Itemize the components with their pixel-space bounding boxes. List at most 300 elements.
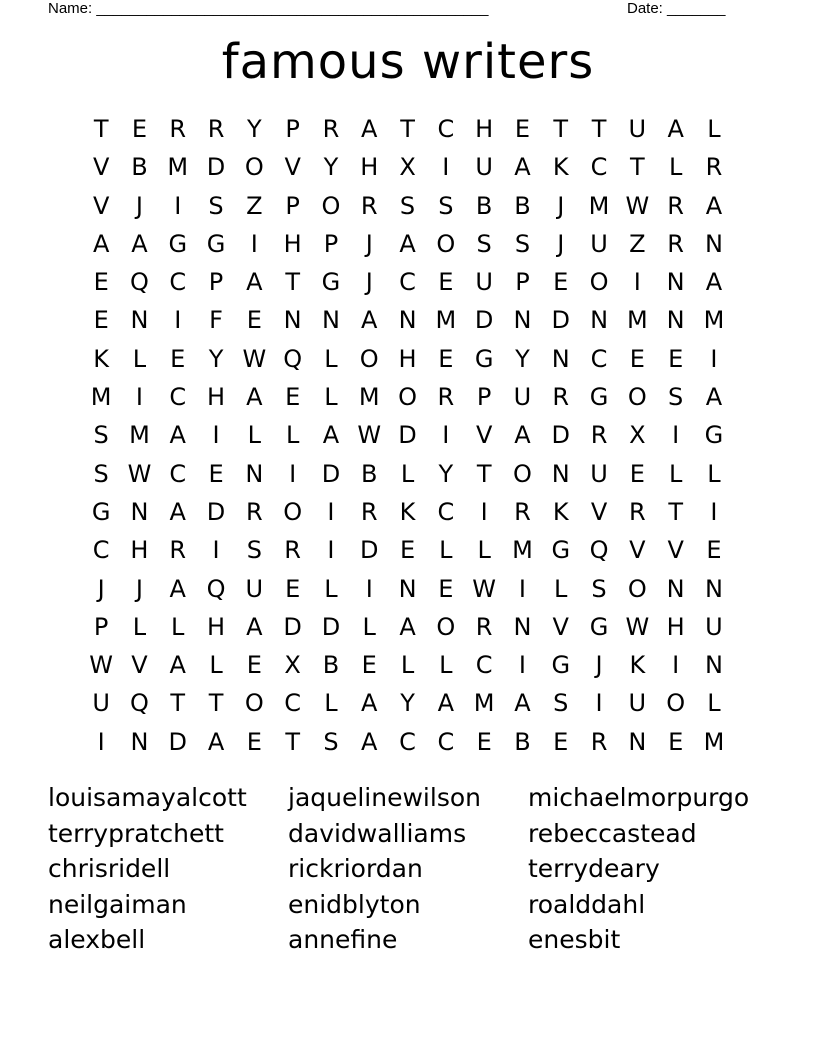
- grid-letter: T: [285, 268, 300, 297]
- grid-row: [82, 723, 734, 761]
- grid-letter: O: [589, 268, 609, 297]
- grid-row: [82, 378, 734, 416]
- grid-letter: R: [169, 536, 187, 565]
- grid-letter: A: [169, 497, 186, 526]
- grid-letter: E: [131, 115, 148, 143]
- grid-letter: T: [668, 497, 683, 526]
- grid-letter: B: [475, 191, 493, 220]
- date-label: Date:: [627, 0, 663, 17]
- grid-letter: I: [595, 689, 603, 718]
- grid-letter: V: [667, 536, 684, 565]
- grid-letter: T: [476, 459, 492, 488]
- grid-letter: R: [207, 115, 225, 143]
- grid-letter: U: [628, 115, 647, 143]
- grid-letter: G: [704, 421, 724, 450]
- grid-letter: I: [442, 153, 450, 182]
- grid-letter: A: [361, 727, 378, 756]
- word-column: [288, 780, 481, 958]
- grid-letter: Z: [629, 229, 646, 258]
- grid-letter: Y: [323, 153, 339, 182]
- grid-letter: O: [244, 153, 264, 182]
- grid-letter: A: [399, 612, 416, 641]
- grid-letter: I: [289, 459, 297, 488]
- grid-letter: A: [437, 689, 455, 718]
- grid-letter: I: [365, 574, 373, 603]
- grid-letter: U: [245, 574, 264, 603]
- grid-letter: L: [324, 383, 338, 412]
- grid-letter: O: [436, 229, 456, 258]
- grid-letter: E: [246, 727, 262, 756]
- grid-letter: G: [551, 651, 571, 680]
- grid-letter: K: [399, 497, 416, 526]
- grid-row: [82, 263, 734, 301]
- grid-letter: I: [212, 536, 220, 565]
- grid-letter: O: [627, 574, 647, 603]
- grid-letter: I: [327, 536, 335, 565]
- grid-letter: T: [93, 115, 109, 143]
- grid-letter: H: [283, 229, 302, 258]
- grid-letter: U: [590, 229, 608, 258]
- grid-letter: T: [208, 689, 224, 718]
- grid-letter: A: [131, 229, 148, 258]
- grid-letter: T: [285, 727, 300, 756]
- grid-letter: Y: [247, 115, 262, 143]
- grid-letter: W: [242, 344, 267, 373]
- grid-letter: M: [703, 306, 725, 335]
- grid-letter: V: [131, 651, 148, 680]
- grid-letter: R: [628, 497, 646, 526]
- grid-letter: N: [130, 497, 149, 526]
- grid-letter: P: [285, 191, 300, 220]
- word-list-item: roalddahl: [528, 889, 646, 919]
- grid-letter: I: [250, 229, 258, 258]
- grid-row: [82, 608, 734, 646]
- grid-letter: Y: [438, 459, 454, 488]
- grid-letter: M: [90, 383, 112, 412]
- grid-letter: O: [321, 191, 341, 220]
- grid-letter: V: [92, 191, 110, 220]
- word-list-item: terrypratchett: [48, 818, 224, 848]
- grid-letter: T: [400, 115, 415, 143]
- grid-letter: Q: [130, 689, 149, 718]
- page-title: famous writers: [221, 34, 595, 90]
- grid-letter: M: [588, 191, 610, 220]
- grid-letter: I: [327, 497, 335, 526]
- grid-letter: A: [246, 268, 263, 297]
- grid-letter: A: [514, 689, 531, 718]
- grid-letter: C: [437, 727, 455, 756]
- word-list-item: davidwalliams: [288, 818, 467, 848]
- grid-letter: I: [672, 421, 680, 450]
- grid-letter: E: [438, 268, 454, 297]
- grid-letter: N: [666, 306, 685, 335]
- grid-letter: I: [480, 497, 488, 526]
- grid-letter: C: [169, 459, 187, 488]
- grid-letter: H: [207, 383, 226, 412]
- grid-letter: N: [666, 574, 685, 603]
- grid-letter: L: [554, 574, 568, 603]
- grid-letter: O: [244, 689, 264, 718]
- grid-letter: J: [135, 191, 143, 220]
- worksheet-header: [0, 0, 816, 20]
- grid-letter: D: [321, 612, 341, 641]
- grid-letter: I: [672, 651, 680, 680]
- grid-letter: E: [170, 344, 186, 373]
- grid-letter: H: [666, 612, 685, 641]
- grid-letter: Q: [283, 344, 303, 373]
- grid-letter: V: [92, 153, 110, 182]
- grid-letter: C: [169, 383, 187, 412]
- name-blank: _______________________________________________: [96, 0, 489, 17]
- grid-letter: T: [553, 115, 569, 143]
- grid-letter: G: [321, 268, 341, 297]
- grid-letter: A: [514, 421, 531, 450]
- name-label: Name:: [48, 0, 93, 17]
- grid-letter: U: [705, 612, 723, 641]
- grid-letter: S: [514, 229, 531, 258]
- grid-letter: R: [667, 191, 684, 220]
- grid-row: [82, 646, 734, 684]
- grid-letter: D: [474, 306, 494, 335]
- grid-letter: P: [515, 268, 530, 297]
- grid-letter: S: [93, 459, 109, 488]
- grid-letter: E: [514, 115, 531, 143]
- grid-letter: O: [359, 344, 379, 373]
- grid-letter: K: [93, 344, 110, 373]
- grid-letter: B: [514, 191, 531, 220]
- grid-letter: E: [285, 383, 301, 412]
- grid-letter: J: [97, 574, 105, 603]
- grid-letter: Y: [400, 689, 415, 718]
- grid-letter: V: [284, 153, 301, 182]
- grid-letter: A: [246, 383, 263, 412]
- grid-letter: U: [628, 689, 647, 718]
- grid-letter: M: [435, 306, 457, 335]
- grid-letter: H: [207, 612, 226, 641]
- grid-letter: M: [703, 727, 725, 756]
- grid-letter: O: [513, 459, 532, 488]
- grid-letter: A: [169, 421, 186, 450]
- grid-letter: L: [324, 574, 338, 603]
- grid-letter: E: [93, 306, 109, 335]
- grid-letter: A: [667, 115, 684, 143]
- grid-letter: I: [442, 421, 450, 450]
- grid-letter: N: [704, 574, 723, 603]
- grid-letter: D: [321, 459, 341, 488]
- grid-letter: L: [668, 153, 683, 182]
- grid-letter: A: [92, 229, 110, 258]
- grid-letter: K: [552, 497, 569, 526]
- grid-letter: D: [398, 421, 417, 450]
- grid-letter: I: [97, 727, 105, 756]
- grid-letter: G: [91, 497, 111, 526]
- grid-row: [82, 493, 734, 531]
- grid-letter: L: [247, 421, 262, 450]
- grid-letter: O: [283, 497, 303, 526]
- grid-letter: W: [625, 191, 650, 220]
- grid-letter: G: [589, 383, 609, 412]
- grid-letter: L: [209, 651, 223, 680]
- grid-letter: A: [514, 153, 531, 182]
- grid-letter: E: [706, 536, 722, 565]
- grid-letter: N: [398, 574, 417, 603]
- grid-letter: H: [130, 536, 149, 565]
- grid-letter: I: [518, 574, 526, 603]
- grid-letter: O: [666, 689, 686, 718]
- grid-letter: N: [130, 727, 149, 756]
- grid-letter: K: [552, 153, 569, 182]
- grid-letter: X: [399, 153, 416, 182]
- grid-letter: Y: [208, 344, 224, 373]
- grid-letter: K: [629, 651, 646, 680]
- grid-letter: C: [437, 497, 455, 526]
- grid-letter: E: [629, 459, 645, 488]
- word-list-item: neilgaiman: [48, 889, 187, 919]
- grid-letter: R: [667, 229, 684, 258]
- word-list-item: annefine: [288, 925, 398, 954]
- date-line: [627, 0, 725, 18]
- grid-letter: T: [630, 153, 645, 182]
- grid-letter: A: [207, 727, 225, 756]
- grid-letter: P: [208, 268, 224, 297]
- grid-letter: D: [551, 306, 570, 335]
- grid-letter: I: [710, 344, 718, 373]
- grid-letter: S: [246, 536, 262, 565]
- grid-letter: P: [476, 383, 492, 412]
- word-list-item: louisamayalcott: [48, 783, 247, 812]
- grid-letter: E: [246, 651, 262, 680]
- grid-letter: D: [551, 421, 570, 450]
- grid-letter: W: [89, 651, 114, 680]
- grid-letter: L: [132, 612, 147, 641]
- grid-letter: S: [323, 727, 339, 756]
- grid-letter: R: [590, 421, 608, 450]
- grid-letter: N: [551, 459, 570, 488]
- grid-letter: E: [553, 727, 569, 756]
- grid-letter: O: [398, 383, 417, 412]
- grid-letter: L: [132, 344, 147, 373]
- grid-letter: R: [360, 191, 378, 220]
- grid-letter: B: [361, 459, 378, 488]
- grid-letter: R: [284, 536, 301, 565]
- grid-letter: E: [361, 651, 377, 680]
- grid-letter: C: [399, 268, 416, 297]
- grid-letter: V: [590, 497, 608, 526]
- grid-letter: N: [628, 727, 647, 756]
- grid-letter: W: [625, 612, 650, 641]
- grid-letter: N: [283, 306, 302, 335]
- grid-letter: J: [135, 574, 143, 603]
- grid-letter: L: [668, 459, 683, 488]
- grid-row: [82, 301, 734, 339]
- grid-letter: S: [553, 689, 569, 718]
- grid-letter: R: [552, 383, 570, 412]
- word-list-item: chrisridell: [48, 854, 171, 883]
- grid-letter: D: [168, 727, 187, 756]
- grid-letter: C: [475, 651, 493, 680]
- grid-letter: M: [512, 536, 533, 565]
- grid-letter: H: [398, 344, 417, 373]
- grid-letter: A: [705, 268, 723, 297]
- word-column: [528, 780, 749, 958]
- grid-row: [82, 148, 734, 186]
- grid-row: [82, 340, 734, 378]
- grid-letter: X: [284, 651, 301, 680]
- grid-letter: B: [131, 153, 148, 182]
- grid-letter: N: [704, 651, 723, 680]
- grid-letter: E: [438, 344, 454, 373]
- grid-letter: L: [400, 459, 415, 488]
- grid-letter: P: [285, 115, 300, 143]
- grid-letter: P: [93, 612, 109, 641]
- grid-row: [82, 416, 734, 454]
- grid-row: [82, 110, 734, 148]
- grid-letter: Z: [246, 191, 263, 220]
- grid-letter: F: [209, 306, 223, 335]
- grid-letter: L: [707, 689, 721, 718]
- grid-letter: H: [360, 153, 379, 182]
- grid-letter: E: [93, 268, 109, 297]
- grid-letter: G: [589, 612, 609, 641]
- word-search-grid: [82, 110, 734, 761]
- word-list-item: terrydeary: [528, 854, 660, 883]
- grid-letter: L: [477, 536, 491, 565]
- grid-letter: I: [710, 497, 718, 526]
- grid-letter: R: [360, 497, 378, 526]
- grid-letter: U: [513, 383, 532, 412]
- grid-letter: A: [705, 383, 723, 412]
- grid-letter: R: [437, 383, 455, 412]
- grid-letter: L: [707, 459, 721, 488]
- grid-letter: N: [130, 306, 149, 335]
- grid-letter: V: [475, 421, 493, 450]
- grid-letter: I: [135, 383, 143, 412]
- word-list-item: rebeccastead: [528, 818, 697, 848]
- grid-letter: C: [590, 153, 608, 182]
- grid-letter: X: [629, 421, 646, 450]
- grid-letter: J: [365, 229, 373, 258]
- grid-letter: G: [168, 229, 188, 258]
- word-list-item: rickriordan: [288, 854, 423, 883]
- grid-letter: L: [439, 651, 453, 680]
- grid-letter: J: [557, 229, 565, 258]
- grid-letter: G: [474, 344, 494, 373]
- grid-letter: A: [399, 229, 416, 258]
- grid-letter: U: [475, 153, 493, 182]
- grid-letter: S: [668, 383, 684, 412]
- grid-letter: Q: [130, 268, 149, 297]
- grid-letter: S: [399, 191, 416, 220]
- grid-letter: A: [705, 191, 723, 220]
- grid-letter: L: [439, 536, 453, 565]
- grid-letter: A: [361, 689, 378, 718]
- grid-letter: E: [399, 536, 416, 565]
- grid-letter: Y: [515, 344, 530, 373]
- grid-letter: S: [591, 574, 607, 603]
- name-line: [48, 0, 488, 18]
- grid-letter: A: [169, 651, 186, 680]
- grid-row: [82, 531, 734, 569]
- grid-letter: E: [476, 727, 492, 756]
- grid-letter: M: [167, 153, 189, 182]
- grid-letter: W: [357, 421, 382, 450]
- grid-letter: E: [629, 344, 645, 373]
- grid-letter: S: [93, 421, 109, 450]
- word-list-item: jaquelinewilson: [288, 783, 481, 812]
- grid-letter: N: [513, 306, 532, 335]
- grid-letter: D: [206, 497, 226, 526]
- grid-letter: L: [324, 344, 338, 373]
- grid-letter: I: [633, 268, 641, 297]
- grid-letter: C: [92, 536, 110, 565]
- grid-letter: C: [590, 344, 608, 373]
- grid-row: [82, 225, 734, 263]
- grid-letter: U: [590, 459, 608, 488]
- grid-letter: A: [322, 421, 340, 450]
- grid-letter: N: [551, 344, 570, 373]
- grid-letter: S: [208, 191, 224, 220]
- grid-letter: R: [590, 727, 608, 756]
- grid-row: [82, 187, 734, 225]
- grid-letter: O: [627, 383, 647, 412]
- grid-letter: L: [707, 115, 721, 143]
- grid-letter: W: [127, 459, 152, 488]
- grid-letter: N: [513, 612, 532, 641]
- grid-letter: C: [437, 115, 455, 143]
- grid-letter: I: [212, 421, 220, 450]
- grid-letter: D: [206, 153, 226, 182]
- grid-letter: N: [666, 268, 685, 297]
- grid-letter: E: [246, 306, 262, 335]
- grid-letter: G: [206, 229, 226, 258]
- grid-letter: G: [551, 536, 571, 565]
- grid-letter: N: [245, 459, 264, 488]
- grid-letter: T: [170, 689, 186, 718]
- date-blank: _______: [667, 0, 726, 17]
- grid-letter: A: [246, 612, 263, 641]
- grid-letter: J: [557, 191, 565, 220]
- grid-letter: U: [475, 268, 493, 297]
- grid-letter: M: [129, 421, 150, 450]
- grid-letter: B: [322, 651, 340, 680]
- grid-row: [82, 455, 734, 493]
- grid-letter: J: [595, 651, 603, 680]
- word-list-item: michaelmorpurgo: [528, 783, 750, 812]
- word-list-item: enidblyton: [288, 889, 421, 919]
- grid-letter: T: [591, 115, 607, 143]
- grid-letter: N: [590, 306, 609, 335]
- grid-letter: R: [169, 115, 187, 143]
- grid-letter: L: [324, 689, 338, 718]
- grid-letter: R: [705, 153, 723, 182]
- grid-letter: L: [400, 651, 415, 680]
- grid-letter: R: [514, 497, 531, 526]
- grid-letter: P: [323, 229, 339, 258]
- grid-letter: C: [169, 268, 187, 297]
- grid-letter: A: [361, 115, 378, 143]
- grid-letter: U: [92, 689, 110, 718]
- grid-letter: D: [360, 536, 379, 565]
- grid-letter: R: [322, 115, 340, 143]
- word-list-item: alexbell: [48, 925, 146, 954]
- grid-letter: M: [473, 689, 495, 718]
- grid-letter: S: [438, 191, 454, 220]
- grid-letter: C: [399, 727, 416, 756]
- grid-letter: W: [472, 574, 497, 603]
- grid-letter: E: [208, 459, 224, 488]
- grid-letter: A: [169, 574, 186, 603]
- grid-letter: Q: [206, 574, 226, 603]
